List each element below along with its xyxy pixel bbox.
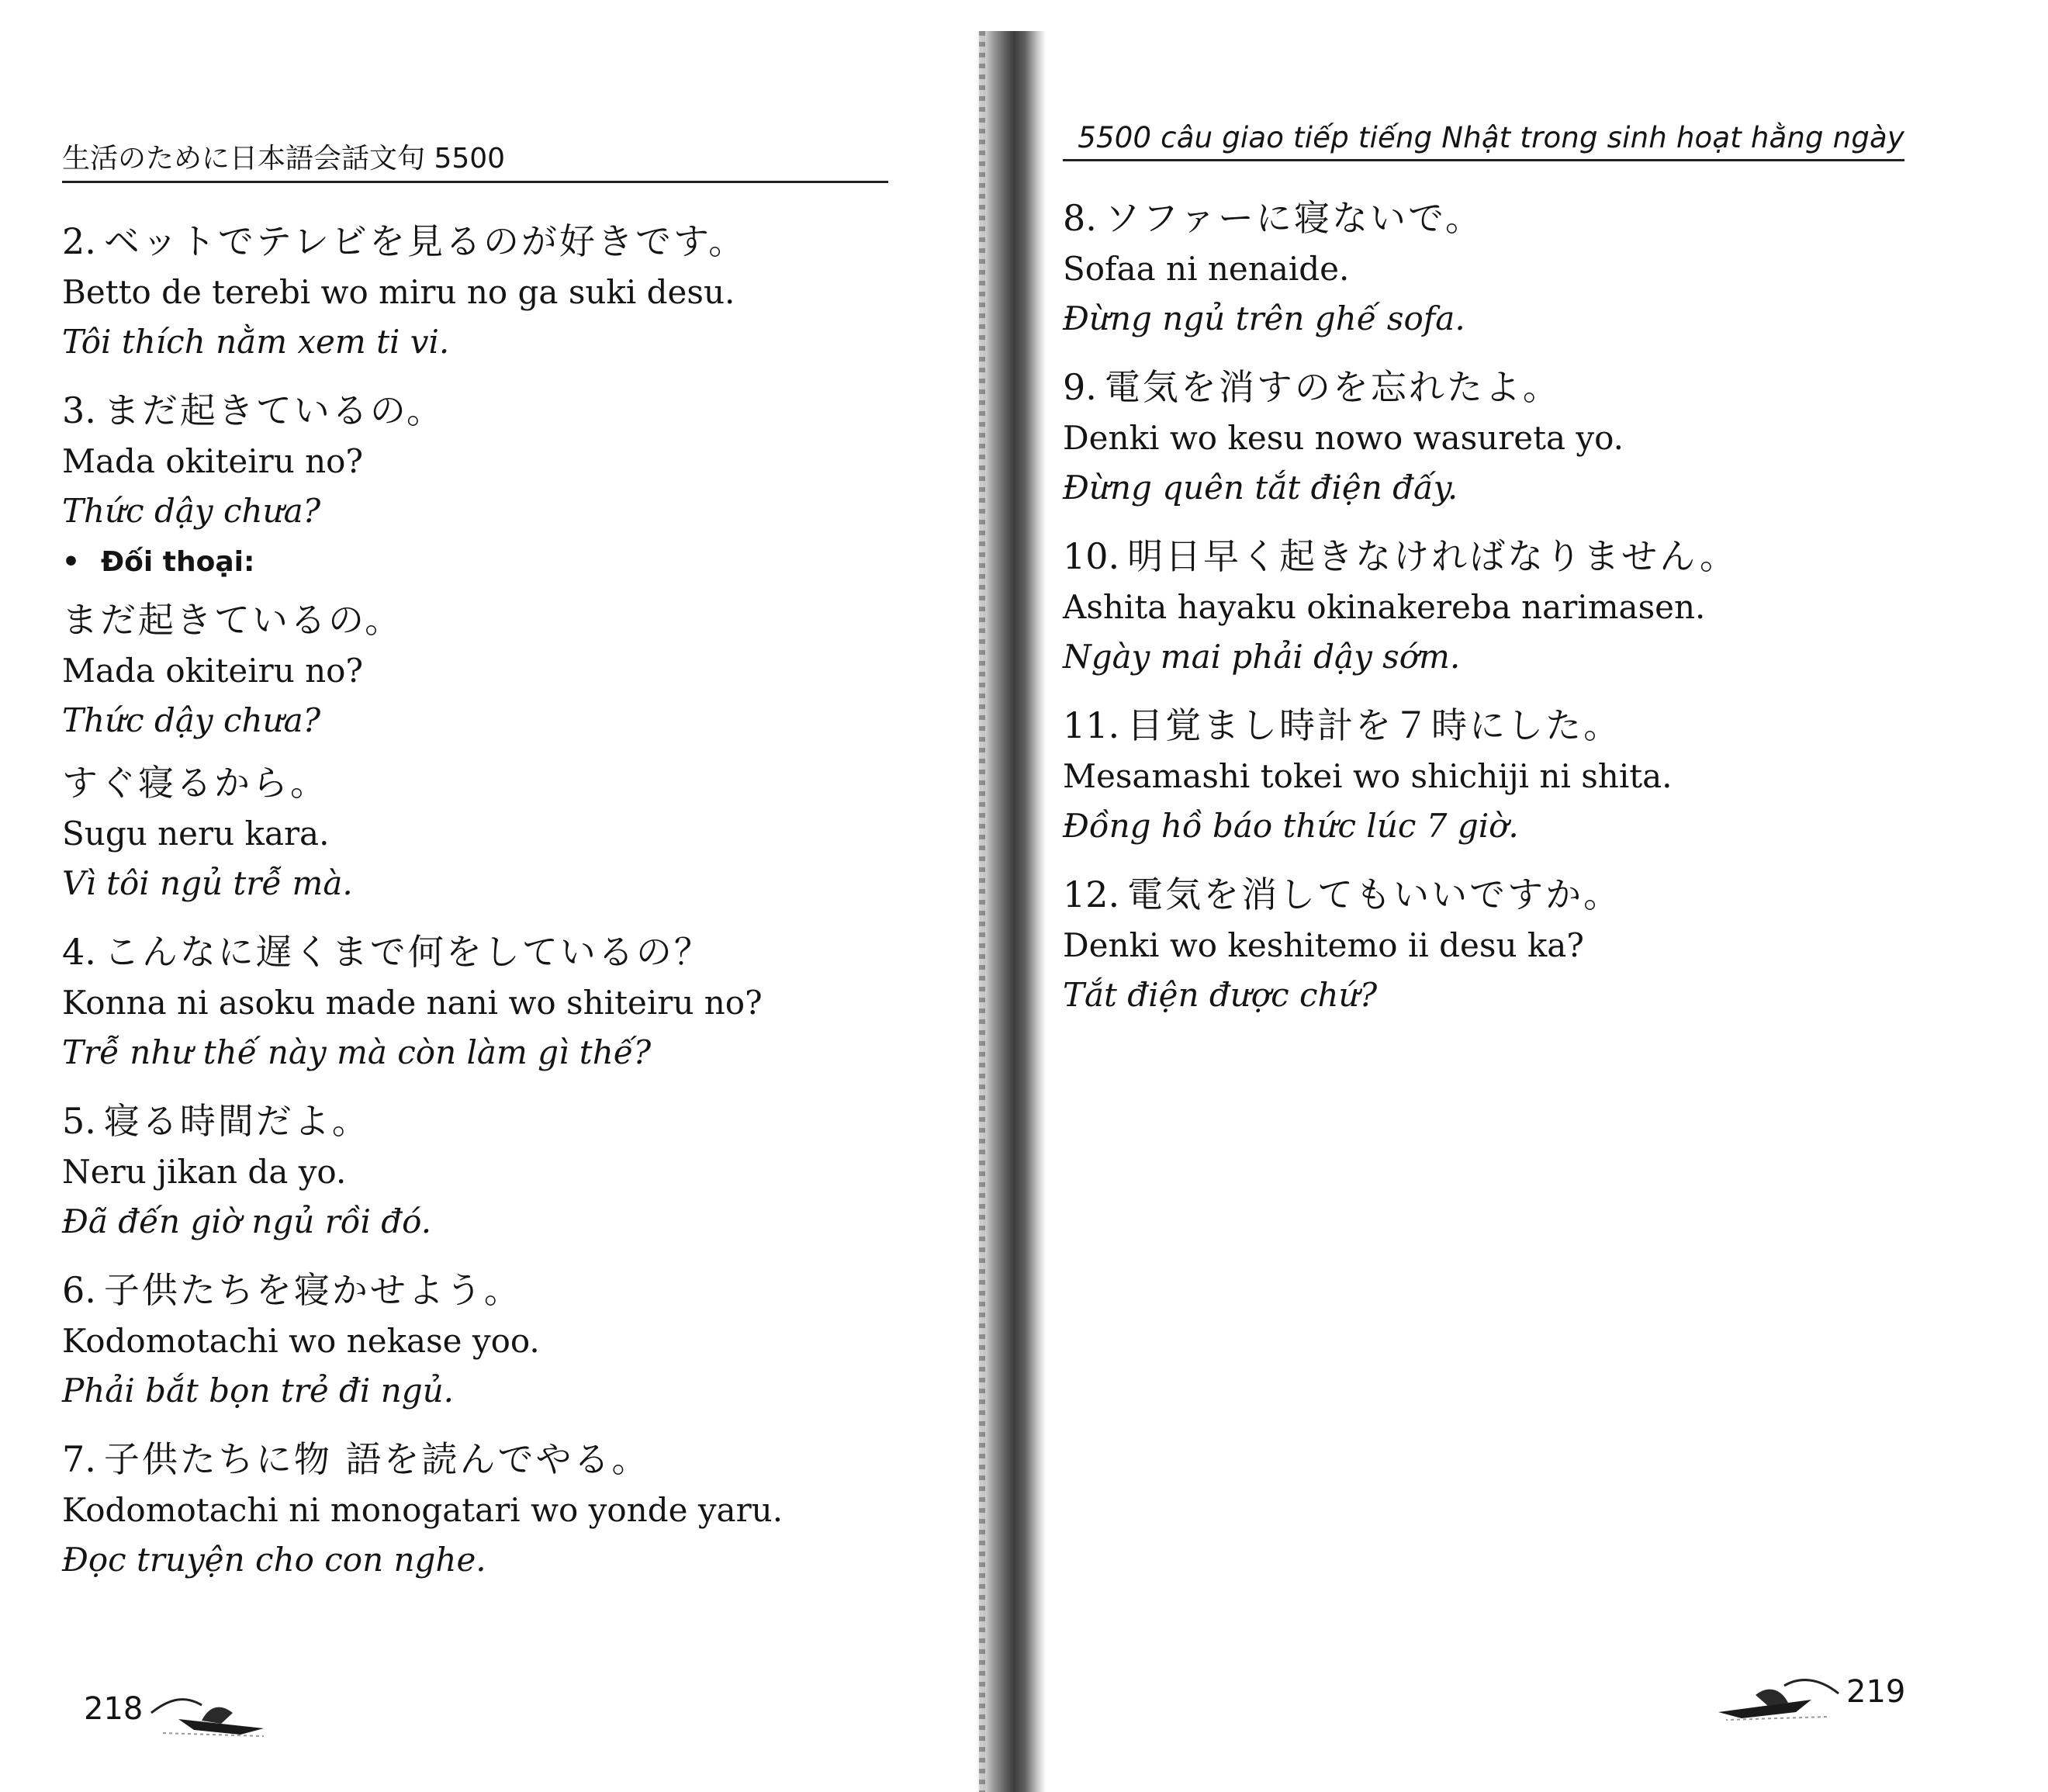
entry-4 bbox=[62, 908, 939, 1078]
entry-vietnamese: Tắt điện được chứ? bbox=[1063, 976, 1378, 1014]
entry-vietnamese: Đồng hồ báo thức lúc 7 giờ. bbox=[1063, 807, 1519, 845]
dialog-vietnamese: Vì tôi ngủ trễ mà. bbox=[62, 864, 353, 902]
entry-romaji: Mesamashi tokei wo shichiji ni shita. bbox=[1063, 757, 1673, 795]
left-running-header: 生活のために日本語会話文句 5500 bbox=[62, 137, 888, 183]
dialog-japanese: すぐ寝るから。 bbox=[62, 762, 328, 804]
entry-vietnamese: Tôi thích nằm xem ti vi. bbox=[62, 323, 450, 361]
left-page-number: 218 bbox=[84, 1691, 144, 1727]
entry-vietnamese: Đã đến giờ ngủ rồi đó. bbox=[62, 1202, 432, 1240]
entry-9 bbox=[1063, 344, 2017, 513]
entry-japanese: 4. こんなに遅くまで何をしているの？ bbox=[62, 931, 712, 973]
entry-japanese: 8. ソファーに寝ないで。 bbox=[1063, 197, 1484, 239]
spine-edge bbox=[979, 31, 985, 1792]
entry-japanese: 11. 目覚まし時計を７時にした。 bbox=[1063, 704, 1622, 746]
entry-vietnamese: Đừng ngủ trên ghế sofa. bbox=[1063, 299, 1465, 337]
dialog-line-2 bbox=[62, 746, 939, 908]
entry-6 bbox=[62, 1247, 939, 1416]
entry-romaji: Sofaa ni nenaide. bbox=[1063, 250, 1350, 288]
bullet-icon: • bbox=[62, 546, 81, 578]
right-page-number: 219 bbox=[1846, 1674, 1906, 1710]
dialog-line-1 bbox=[62, 589, 939, 746]
entry-japanese: 6. 子供たちを寝かせよう。 bbox=[62, 1269, 522, 1311]
entry-japanese: 5. 寝る時間だよ。 bbox=[62, 1100, 370, 1142]
entry-romaji: Denki wo kesu nowo wasureta yo. bbox=[1063, 419, 1624, 457]
entry-japanese: 9. 電気を消すのを忘れたよ。 bbox=[1063, 366, 1561, 408]
entry-romaji: Mada okiteiru no? bbox=[62, 442, 363, 480]
dialog-japanese: まだ起きているの。 bbox=[62, 599, 403, 641]
entry-romaji: Neru jikan da yo. bbox=[62, 1153, 347, 1191]
entry-romaji: Kodomotachi wo nekase yoo. bbox=[62, 1322, 540, 1360]
entry-vietnamese: Đọc truyện cho con nghe. bbox=[62, 1541, 486, 1579]
entry-romaji: Betto de terebi wo miru no ga suki desu. bbox=[62, 273, 735, 311]
dialog-heading: • Đối thoại: bbox=[62, 536, 939, 589]
entry-11 bbox=[1063, 682, 2017, 851]
entry-japanese: 7. 子供たちに物 語を読んでやる。 bbox=[62, 1438, 650, 1480]
right-page bbox=[1040, 0, 2048, 1792]
entry-vietnamese: Thức dậy chưa? bbox=[62, 492, 321, 530]
entry-japanese: 10. 明日早く起きなければなりません。 bbox=[1063, 535, 1738, 577]
bird-icon bbox=[1711, 1672, 1842, 1726]
entry-5 bbox=[62, 1078, 939, 1247]
entry-3 bbox=[62, 367, 939, 536]
entry-7 bbox=[62, 1416, 939, 1585]
book-spine bbox=[976, 31, 1046, 1792]
entry-2 bbox=[62, 198, 939, 367]
entry-vietnamese: Ngày mai phải dậy sớm. bbox=[1063, 638, 1461, 676]
right-running-header: 5500 câu giao tiếp tiếng Nhật trong sinh hoạt hằng ngày bbox=[1063, 121, 1904, 161]
dialog-vietnamese: Thức dậy chưa? bbox=[62, 701, 321, 739]
dialog-romaji: Sugu neru kara. bbox=[62, 815, 330, 853]
entry-12 bbox=[1063, 851, 2017, 1020]
entry-vietnamese: Đừng quên tắt điện đấy. bbox=[1063, 469, 1458, 507]
right-entries bbox=[1063, 175, 2017, 1020]
entry-vietnamese: Phải bắt bọn trẻ đi ngủ. bbox=[62, 1372, 455, 1410]
left-page bbox=[0, 0, 977, 1792]
bird-icon bbox=[147, 1690, 272, 1744]
entry-8 bbox=[1063, 175, 2017, 344]
entry-romaji: Ashita hayaku okinakereba narimasen. bbox=[1063, 588, 1706, 626]
entry-japanese: 3. まだ起きているの。 bbox=[62, 389, 445, 431]
entry-vietnamese: Trễ như thế này mà còn làm gì thế? bbox=[62, 1033, 652, 1071]
entry-romaji: Konna ni asoku made nani wo shiteiru no? bbox=[62, 984, 763, 1022]
entry-romaji: Denki wo keshitemo ii desu ka? bbox=[1063, 926, 1584, 964]
entry-romaji: Kodomotachi ni monogatari wo yonde yaru. bbox=[62, 1491, 784, 1529]
entry-japanese: 12. 電気を消してもいいですか。 bbox=[1063, 874, 1622, 915]
dialog-romaji: Mada okiteiru no? bbox=[62, 652, 363, 690]
left-entries bbox=[62, 198, 939, 1585]
entry-10 bbox=[1063, 513, 2017, 682]
entry-japanese: 2. ベットでテレビを見るのが好きです。 bbox=[62, 220, 747, 262]
